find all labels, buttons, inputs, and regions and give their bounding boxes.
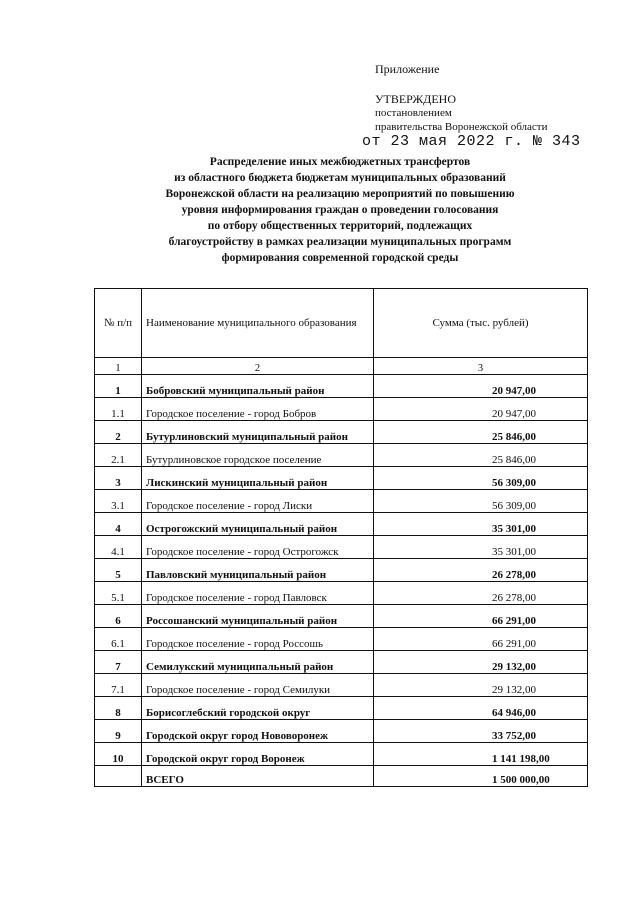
distribution-table: [94, 288, 588, 787]
row-number: 3.1: [95, 490, 142, 513]
row-name: Городское поселение - город Россошь: [142, 628, 374, 651]
header-number: № п/п: [95, 289, 142, 358]
row-number: 1.1: [95, 398, 142, 421]
title-line: Распределение иных межбюджетных трансфертов: [209, 156, 471, 168]
row-sum: 20 947,00: [374, 375, 588, 398]
header-sum: Сумма (тыс. рублей): [374, 289, 588, 358]
table-row: [95, 421, 588, 444]
table-row: [95, 536, 588, 559]
row-sum: 20 947,00: [374, 398, 588, 421]
approved-label: УТВЕРЖДЕНО: [375, 92, 457, 106]
table-row: [95, 674, 588, 697]
row-sum: 56 309,00: [374, 490, 588, 513]
title-line: благоустройству в рамках реализации муниципальных программ: [168, 236, 512, 248]
title-line: Воронежской области на реализацию мероприятий по повышению: [165, 188, 515, 200]
row-name: Городское поселение - город Бобров: [142, 398, 374, 421]
row-name: Россошанский муниципальный район: [142, 605, 374, 628]
row-name: Городское поселение - город Лиски: [142, 490, 374, 513]
title-line: уровня информирования граждан о проведении голосования: [181, 204, 499, 216]
row-sum: 29 132,00: [374, 674, 588, 697]
table-row: [95, 743, 588, 766]
table-row: [95, 559, 588, 582]
row-number: 3: [95, 467, 142, 490]
document-title: [150, 154, 530, 266]
total-sum: 1 500 000,00: [374, 766, 588, 787]
table-row: [95, 444, 588, 467]
table-row: [95, 467, 588, 490]
row-number: 5: [95, 559, 142, 582]
row-sum: 1 141 198,00: [374, 743, 588, 766]
row-name: Бутурлиновское городское поселение: [142, 444, 374, 467]
decree-date-number: от 23 мая 2022 г. № 343: [362, 133, 581, 150]
title-line: формирования современной городской среды: [221, 252, 459, 264]
row-number: 6: [95, 605, 142, 628]
row-sum: 26 278,00: [374, 582, 588, 605]
table-row: [95, 605, 588, 628]
row-name: Павловский муниципальный район: [142, 559, 374, 582]
table-row: [95, 513, 588, 536]
table-row: [95, 398, 588, 421]
column-number-row: [95, 358, 588, 375]
row-sum: 56 309,00: [374, 467, 588, 490]
table-row: [95, 697, 588, 720]
row-number: 7: [95, 651, 142, 674]
row-number: 5.1: [95, 582, 142, 605]
row-sum: 35 301,00: [374, 536, 588, 559]
row-number: 1: [95, 375, 142, 398]
row-name: Борисоглебский городской округ: [142, 697, 374, 720]
row-sum: 66 291,00: [374, 605, 588, 628]
row-number: 4.1: [95, 536, 142, 559]
row-name: Семилукский муниципальный район: [142, 651, 374, 674]
row-name: Бутурлиновский муниципальный район: [142, 421, 374, 444]
column-number: 2: [142, 358, 374, 375]
government-label: правительства Воронежской области: [375, 121, 548, 133]
by-decree-label: постановлением: [375, 107, 452, 119]
table-row: [95, 582, 588, 605]
total-empty: [95, 766, 142, 787]
appendix-label: Приложение: [375, 62, 440, 76]
row-number: 2.1: [95, 444, 142, 467]
row-number: 8: [95, 697, 142, 720]
row-name: Лискинский муниципальный район: [142, 467, 374, 490]
total-row: [95, 766, 588, 787]
title-line: по отбору общественных территорий, подлежащих: [207, 220, 473, 232]
row-sum: 64 946,00: [374, 697, 588, 720]
row-name: Городской округ город Воронеж: [142, 743, 374, 766]
row-sum: 26 278,00: [374, 559, 588, 582]
total-label: ВСЕГО: [142, 766, 374, 787]
title-line: из областного бюджета бюджетам муниципальных образований: [174, 172, 506, 184]
row-number: 10: [95, 743, 142, 766]
row-name: Острогожский муниципальный район: [142, 513, 374, 536]
row-number: 4: [95, 513, 142, 536]
header-name: Наименование муниципального образования: [142, 289, 374, 358]
row-sum: 25 846,00: [374, 444, 588, 467]
row-name: Городское поселение - город Семилуки: [142, 674, 374, 697]
table-row: [95, 490, 588, 513]
row-sum: 33 752,00: [374, 720, 588, 743]
row-number: 2: [95, 421, 142, 444]
table-row: [95, 720, 588, 743]
row-sum: 25 846,00: [374, 421, 588, 444]
row-sum: 66 291,00: [374, 628, 588, 651]
row-name: Бобровский муниципальный район: [142, 375, 374, 398]
table-row: [95, 628, 588, 651]
row-sum: 29 132,00: [374, 651, 588, 674]
column-number: 3: [374, 358, 588, 375]
table-header-row: [95, 289, 588, 358]
row-number: 9: [95, 720, 142, 743]
row-sum: 35 301,00: [374, 513, 588, 536]
row-number: 6.1: [95, 628, 142, 651]
row-number: 7.1: [95, 674, 142, 697]
row-name: Городское поселение - город Павловск: [142, 582, 374, 605]
row-name: Городской округ город Нововоронеж: [142, 720, 374, 743]
column-number: 1: [95, 358, 142, 375]
row-name: Городское поселение - город Острогожск: [142, 536, 374, 559]
table-row: [95, 375, 588, 398]
table-row: [95, 651, 588, 674]
